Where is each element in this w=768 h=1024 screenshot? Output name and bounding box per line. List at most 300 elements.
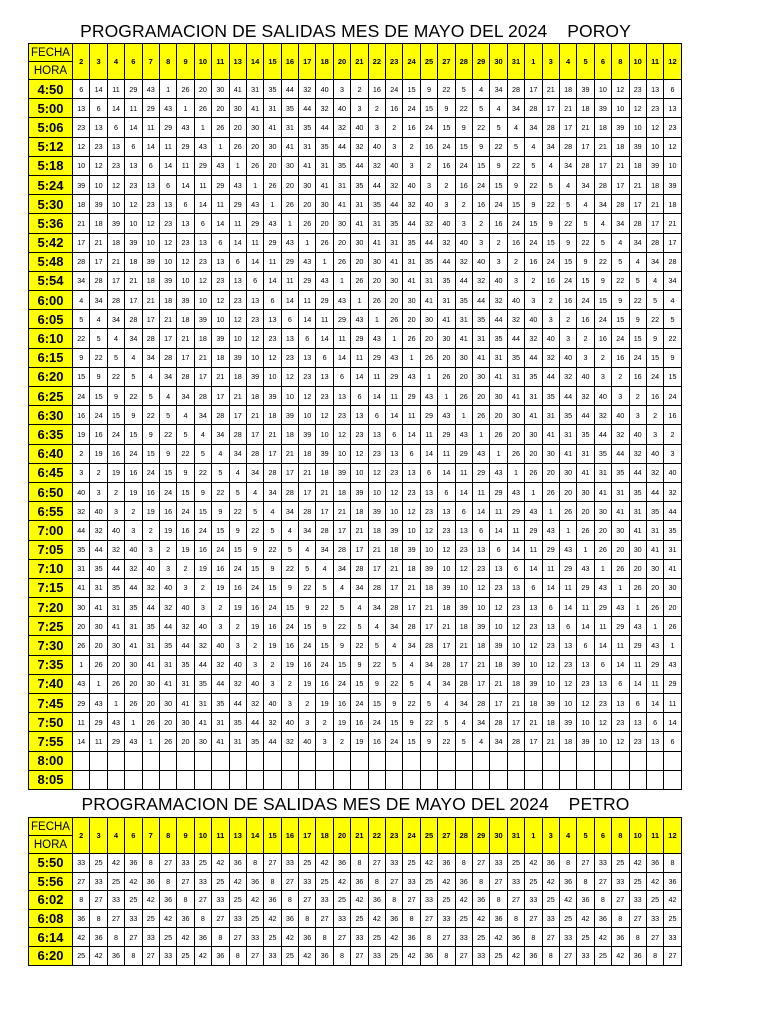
unit-cell: 8 [73, 891, 90, 910]
unit-cell: 40 [73, 482, 90, 501]
unit-cell: 15 [420, 99, 437, 118]
unit-cell: 21 [646, 195, 663, 214]
unit-cell: 30 [212, 80, 229, 99]
unit-cell: 23 [559, 655, 576, 674]
unit-cell [386, 770, 403, 789]
unit-cell: 2 [386, 118, 403, 137]
unit-cell: 40 [264, 694, 281, 713]
time-cell: 6:20 [29, 946, 73, 965]
unit-cell: 17 [246, 425, 263, 444]
unit-cell: 28 [386, 598, 403, 617]
time-cell: 5:30 [29, 195, 73, 214]
hora-label: HORA [29, 62, 73, 80]
unit-cell: 25 [646, 891, 663, 910]
unit-cell: 3 [542, 310, 559, 329]
unit-cell: 18 [177, 310, 194, 329]
unit-cell: 22 [212, 482, 229, 501]
unit-cell: 36 [646, 854, 663, 873]
table-row [29, 233, 682, 252]
unit-cell: 13 [316, 367, 333, 386]
unit-cell: 9 [159, 444, 176, 463]
unit-cell: 11 [612, 636, 629, 655]
time-cell: 7:55 [29, 732, 73, 751]
unit-cell: 17 [594, 156, 611, 175]
unit-cell: 32 [229, 674, 246, 693]
unit-cell: 30 [281, 156, 298, 175]
unit-cell: 41 [577, 463, 594, 482]
unit-cell: 16 [177, 521, 194, 540]
unit-cell: 33 [212, 891, 229, 910]
unit-cell: 20 [629, 559, 646, 578]
time-cell: 5:48 [29, 252, 73, 271]
unit-cell: 33 [490, 854, 507, 873]
date-header-cell: 4 [107, 44, 124, 80]
unit-cell: 32 [246, 694, 263, 713]
unit-cell: 24 [281, 617, 298, 636]
unit-cell: 11 [629, 655, 646, 674]
unit-cell: 12 [612, 80, 629, 99]
unit-cell: 15 [351, 674, 368, 693]
unit-cell: 20 [212, 99, 229, 118]
unit-cell: 12 [159, 233, 176, 252]
unit-cell: 39 [577, 80, 594, 99]
unit-cell: 6 [142, 156, 159, 175]
unit-cell: 15 [612, 310, 629, 329]
unit-cell: 12 [281, 367, 298, 386]
table-row [29, 444, 682, 463]
table-row [29, 559, 682, 578]
unit-cell: 8 [229, 946, 246, 965]
unit-cell: 36 [299, 928, 316, 947]
unit-cell: 23 [194, 252, 211, 271]
unit-cell: 5 [194, 444, 211, 463]
unit-cell: 25 [368, 928, 385, 947]
unit-cell: 17 [542, 99, 559, 118]
table-row [29, 387, 682, 406]
unit-cell: 22 [664, 329, 681, 348]
unit-cell: 20 [577, 502, 594, 521]
unit-cell: 11 [194, 175, 211, 194]
unit-cell: 31 [107, 598, 124, 617]
unit-cell: 28 [646, 233, 663, 252]
time-cell: 5:00 [29, 99, 73, 118]
unit-cell: 6 [159, 175, 176, 194]
unit-cell: 39 [264, 387, 281, 406]
unit-cell: 33 [629, 891, 646, 910]
unit-cell: 3 [316, 732, 333, 751]
unit-cell: 16 [281, 636, 298, 655]
unit-cell: 13 [386, 444, 403, 463]
unit-cell: 34 [472, 713, 489, 732]
unit-cell: 18 [455, 617, 472, 636]
unit-cell: 42 [333, 872, 350, 891]
date-header-cell: 15 [264, 818, 281, 854]
time-cell: 5:54 [29, 271, 73, 290]
unit-cell: 42 [559, 891, 576, 910]
unit-cell: 3 [351, 99, 368, 118]
unit-cell: 44 [386, 195, 403, 214]
table-row [29, 99, 682, 118]
unit-cell: 26 [246, 156, 263, 175]
unit-cell: 11 [73, 713, 90, 732]
unit-cell: 12 [229, 310, 246, 329]
unit-cell: 44 [73, 521, 90, 540]
unit-cell: 41 [490, 367, 507, 386]
unit-cell: 19 [333, 713, 350, 732]
unit-cell: 26 [664, 617, 681, 636]
unit-cell: 41 [664, 559, 681, 578]
unit-cell: 2 [490, 233, 507, 252]
unit-cell: 30 [559, 463, 576, 482]
unit-cell: 43 [212, 156, 229, 175]
unit-cell: 25 [73, 946, 90, 965]
unit-cell: 14 [159, 156, 176, 175]
unit-cell: 21 [455, 636, 472, 655]
unit-cell: 40 [90, 502, 107, 521]
unit-cell: 26 [212, 118, 229, 137]
unit-cell: 15 [646, 348, 663, 367]
unit-cell: 28 [438, 655, 455, 674]
unit-cell: 3 [629, 406, 646, 425]
unit-cell: 9 [316, 617, 333, 636]
unit-cell [664, 751, 681, 770]
time-cell: 4:50 [29, 80, 73, 99]
unit-cell: 2 [646, 406, 663, 425]
unit-cell: 3 [490, 252, 507, 271]
unit-cell: 16 [246, 598, 263, 617]
unit-cell: 23 [403, 482, 420, 501]
unit-cell: 3 [646, 425, 663, 444]
unit-cell: 33 [299, 872, 316, 891]
unit-cell: 22 [525, 175, 542, 194]
unit-cell: 36 [316, 946, 333, 965]
unit-cell: 14 [229, 233, 246, 252]
unit-cell: 29 [438, 425, 455, 444]
unit-cell: 16 [90, 425, 107, 444]
header-row [29, 44, 682, 62]
unit-cell: 25 [107, 872, 124, 891]
unit-cell: 10 [90, 175, 107, 194]
unit-cell: 13 [472, 540, 489, 559]
unit-cell: 4 [246, 482, 263, 501]
unit-cell: 6 [246, 271, 263, 290]
unit-cell: 5 [333, 598, 350, 617]
unit-cell: 32 [490, 291, 507, 310]
unit-cell: 5 [559, 195, 576, 214]
unit-cell: 24 [664, 387, 681, 406]
unit-cell: 15 [490, 175, 507, 194]
unit-cell: 13 [525, 598, 542, 617]
unit-cell: 27 [490, 872, 507, 891]
unit-cell: 1 [316, 252, 333, 271]
unit-cell: 34 [212, 425, 229, 444]
unit-cell: 27 [281, 872, 298, 891]
unit-cell: 44 [351, 156, 368, 175]
unit-cell: 29 [542, 540, 559, 559]
unit-cell: 44 [664, 502, 681, 521]
unit-cell: 23 [125, 175, 142, 194]
unit-cell: 14 [542, 578, 559, 597]
header-row [29, 818, 682, 836]
unit-cell: 9 [490, 156, 507, 175]
unit-cell: 42 [594, 928, 611, 947]
unit-cell: 35 [646, 502, 663, 521]
unit-cell: 6 [646, 713, 663, 732]
unit-cell: 18 [73, 195, 90, 214]
unit-cell: 2 [281, 674, 298, 693]
unit-cell: 13 [229, 271, 246, 290]
unit-cell [559, 751, 576, 770]
unit-cell: 4 [107, 329, 124, 348]
time-cell: 6:20 [29, 367, 73, 386]
unit-cell: 15 [403, 732, 420, 751]
unit-cell: 40 [629, 425, 646, 444]
unit-cell: 30 [507, 406, 524, 425]
unit-cell: 32 [281, 732, 298, 751]
unit-cell: 1 [177, 99, 194, 118]
unit-cell: 22 [142, 406, 159, 425]
unit-cell: 13 [194, 233, 211, 252]
unit-cell: 16 [455, 175, 472, 194]
unit-cell: 35 [246, 732, 263, 751]
unit-cell: 6 [664, 80, 681, 99]
date-header-cell: 24 [403, 44, 420, 80]
unit-cell: 34 [525, 118, 542, 137]
unit-cell: 9 [594, 271, 611, 290]
unit-cell: 11 [333, 329, 350, 348]
unit-cell: 31 [159, 655, 176, 674]
unit-cell: 12 [333, 425, 350, 444]
unit-cell: 33 [368, 946, 385, 965]
unit-cell: 12 [472, 578, 489, 597]
date-header-cell: 1 [525, 818, 542, 854]
unit-cell: 2 [472, 214, 489, 233]
unit-cell: 26 [559, 502, 576, 521]
unit-cell: 34 [351, 578, 368, 597]
unit-cell: 21 [525, 713, 542, 732]
unit-cell: 9 [664, 348, 681, 367]
unit-cell: 31 [212, 713, 229, 732]
unit-cell: 3 [90, 482, 107, 501]
unit-cell: 5 [594, 233, 611, 252]
unit-cell: 2 [403, 137, 420, 156]
unit-cell: 24 [559, 271, 576, 290]
unit-cell: 1 [646, 617, 663, 636]
unit-cell: 16 [125, 463, 142, 482]
unit-cell: 4 [90, 310, 107, 329]
unit-cell: 1 [472, 425, 489, 444]
time-cell: 7:35 [29, 655, 73, 674]
unit-cell: 21 [73, 214, 90, 233]
unit-cell: 34 [316, 540, 333, 559]
unit-cell: 25 [455, 909, 472, 928]
unit-cell: 4 [316, 559, 333, 578]
unit-cell: 30 [664, 578, 681, 597]
unit-cell: 27 [368, 854, 385, 873]
unit-cell: 15 [664, 367, 681, 386]
unit-cell: 23 [612, 713, 629, 732]
unit-cell: 36 [612, 928, 629, 947]
unit-cell: 12 [73, 137, 90, 156]
unit-cell: 26 [386, 310, 403, 329]
unit-cell: 1 [229, 156, 246, 175]
unit-cell: 11 [386, 387, 403, 406]
unit-cell: 1 [664, 636, 681, 655]
unit-cell: 26 [264, 175, 281, 194]
unit-cell: 4 [629, 252, 646, 271]
unit-cell: 41 [194, 713, 211, 732]
unit-cell: 28 [299, 502, 316, 521]
time-cell: 5:56 [29, 872, 73, 891]
unit-cell: 26 [316, 233, 333, 252]
unit-cell: 40 [559, 348, 576, 367]
unit-cell: 16 [542, 271, 559, 290]
unit-cell: 41 [159, 674, 176, 693]
unit-cell: 20 [177, 732, 194, 751]
unit-cell: 34 [490, 732, 507, 751]
unit-cell: 2 [316, 713, 333, 732]
unit-cell: 21 [507, 694, 524, 713]
unit-cell: 5 [177, 425, 194, 444]
unit-cell: 14 [316, 329, 333, 348]
unit-cell: 41 [316, 175, 333, 194]
unit-cell: 26 [438, 367, 455, 386]
unit-cell: 13 [246, 291, 263, 310]
unit-cell: 28 [525, 99, 542, 118]
unit-cell: 21 [386, 559, 403, 578]
unit-cell: 40 [177, 598, 194, 617]
date-header-cell: 31 [507, 44, 524, 80]
unit-cell: 2 [368, 99, 385, 118]
unit-cell: 16 [472, 195, 489, 214]
unit-cell: 35 [403, 233, 420, 252]
unit-cell: 2 [177, 559, 194, 578]
unit-cell: 32 [142, 578, 159, 597]
unit-cell: 15 [386, 713, 403, 732]
unit-cell: 10 [194, 291, 211, 310]
unit-cell: 32 [264, 713, 281, 732]
unit-cell: 41 [351, 214, 368, 233]
unit-cell: 43 [664, 655, 681, 674]
date-header-cell: 22 [368, 44, 385, 80]
unit-cell: 39 [455, 598, 472, 617]
unit-cell: 34 [664, 271, 681, 290]
unit-cell [490, 751, 507, 770]
unit-cell: 36 [194, 928, 211, 947]
unit-cell: 33 [472, 946, 489, 965]
unit-cell: 31 [525, 387, 542, 406]
unit-cell: 21 [577, 118, 594, 137]
unit-cell: 44 [281, 80, 298, 99]
unit-cell: 10 [229, 329, 246, 348]
unit-cell: 36 [246, 872, 263, 891]
unit-cell: 35 [159, 636, 176, 655]
unit-cell: 29 [90, 713, 107, 732]
unit-cell: 17 [420, 617, 437, 636]
unit-cell: 44 [246, 713, 263, 732]
unit-cell: 20 [194, 80, 211, 99]
unit-cell: 1 [212, 137, 229, 156]
unit-cell: 18 [246, 387, 263, 406]
unit-cell: 27 [525, 909, 542, 928]
unit-cell: 12 [386, 482, 403, 501]
unit-cell: 5 [646, 291, 663, 310]
unit-cell: 4 [386, 636, 403, 655]
petro-schedule-title: PROGRAMACION DE SALIDAS MES DE MAYO DEL 2024 PETRO [81, 794, 630, 814]
unit-cell: 5 [368, 636, 385, 655]
unit-cell: 34 [438, 674, 455, 693]
unit-cell: 39 [420, 559, 437, 578]
unit-cell: 41 [420, 291, 437, 310]
unit-cell: 30 [299, 175, 316, 194]
table-row [29, 367, 682, 386]
unit-cell: 17 [646, 214, 663, 233]
date-header-cell: 11 [212, 818, 229, 854]
unit-cell: 39 [299, 425, 316, 444]
unit-cell: 14 [490, 521, 507, 540]
unit-cell: 32 [472, 271, 489, 290]
unit-cell: 18 [194, 329, 211, 348]
unit-cell: 6 [125, 137, 142, 156]
unit-cell: 13 [281, 329, 298, 348]
unit-cell: 36 [142, 872, 159, 891]
unit-cell: 5 [159, 406, 176, 425]
unit-cell: 14 [438, 463, 455, 482]
unit-cell: 5 [612, 252, 629, 271]
unit-cell: 40 [472, 252, 489, 271]
unit-cell: 8 [403, 909, 420, 928]
unit-cell: 34 [507, 99, 524, 118]
unit-cell: 9 [212, 502, 229, 521]
unit-cell: 44 [507, 329, 524, 348]
unit-cell: 33 [507, 872, 524, 891]
date-header-cell: 10 [629, 44, 646, 80]
unit-cell: 27 [177, 872, 194, 891]
date-header-cell: 4 [559, 44, 576, 80]
unit-cell: 10 [281, 387, 298, 406]
unit-cell: 42 [194, 946, 211, 965]
unit-cell: 26 [403, 329, 420, 348]
unit-cell: 40 [281, 713, 298, 732]
unit-cell: 44 [107, 559, 124, 578]
unit-cell: 41 [264, 118, 281, 137]
unit-cell: 8 [507, 909, 524, 928]
unit-cell: 6 [577, 636, 594, 655]
unit-cell: 33 [333, 909, 350, 928]
unit-cell: 41 [646, 540, 663, 559]
unit-cell: 19 [299, 674, 316, 693]
unit-cell: 32 [73, 502, 90, 521]
table-row [29, 521, 682, 540]
unit-cell: 1 [403, 348, 420, 367]
unit-cell [142, 751, 159, 770]
unit-cell: 13 [403, 463, 420, 482]
unit-cell: 6 [212, 233, 229, 252]
unit-cell: 11 [368, 367, 385, 386]
unit-cell: 39 [646, 156, 663, 175]
unit-cell: 17 [142, 310, 159, 329]
unit-cell: 19 [351, 732, 368, 751]
unit-cell: 15 [629, 329, 646, 348]
unit-cell: 41 [612, 502, 629, 521]
unit-cell: 8 [177, 891, 194, 910]
unit-cell: 30 [264, 137, 281, 156]
unit-cell: 17 [90, 252, 107, 271]
unit-cell: 6 [438, 482, 455, 501]
unit-cell: 10 [351, 463, 368, 482]
unit-cell: 13 [73, 99, 90, 118]
unit-cell: 21 [629, 175, 646, 194]
